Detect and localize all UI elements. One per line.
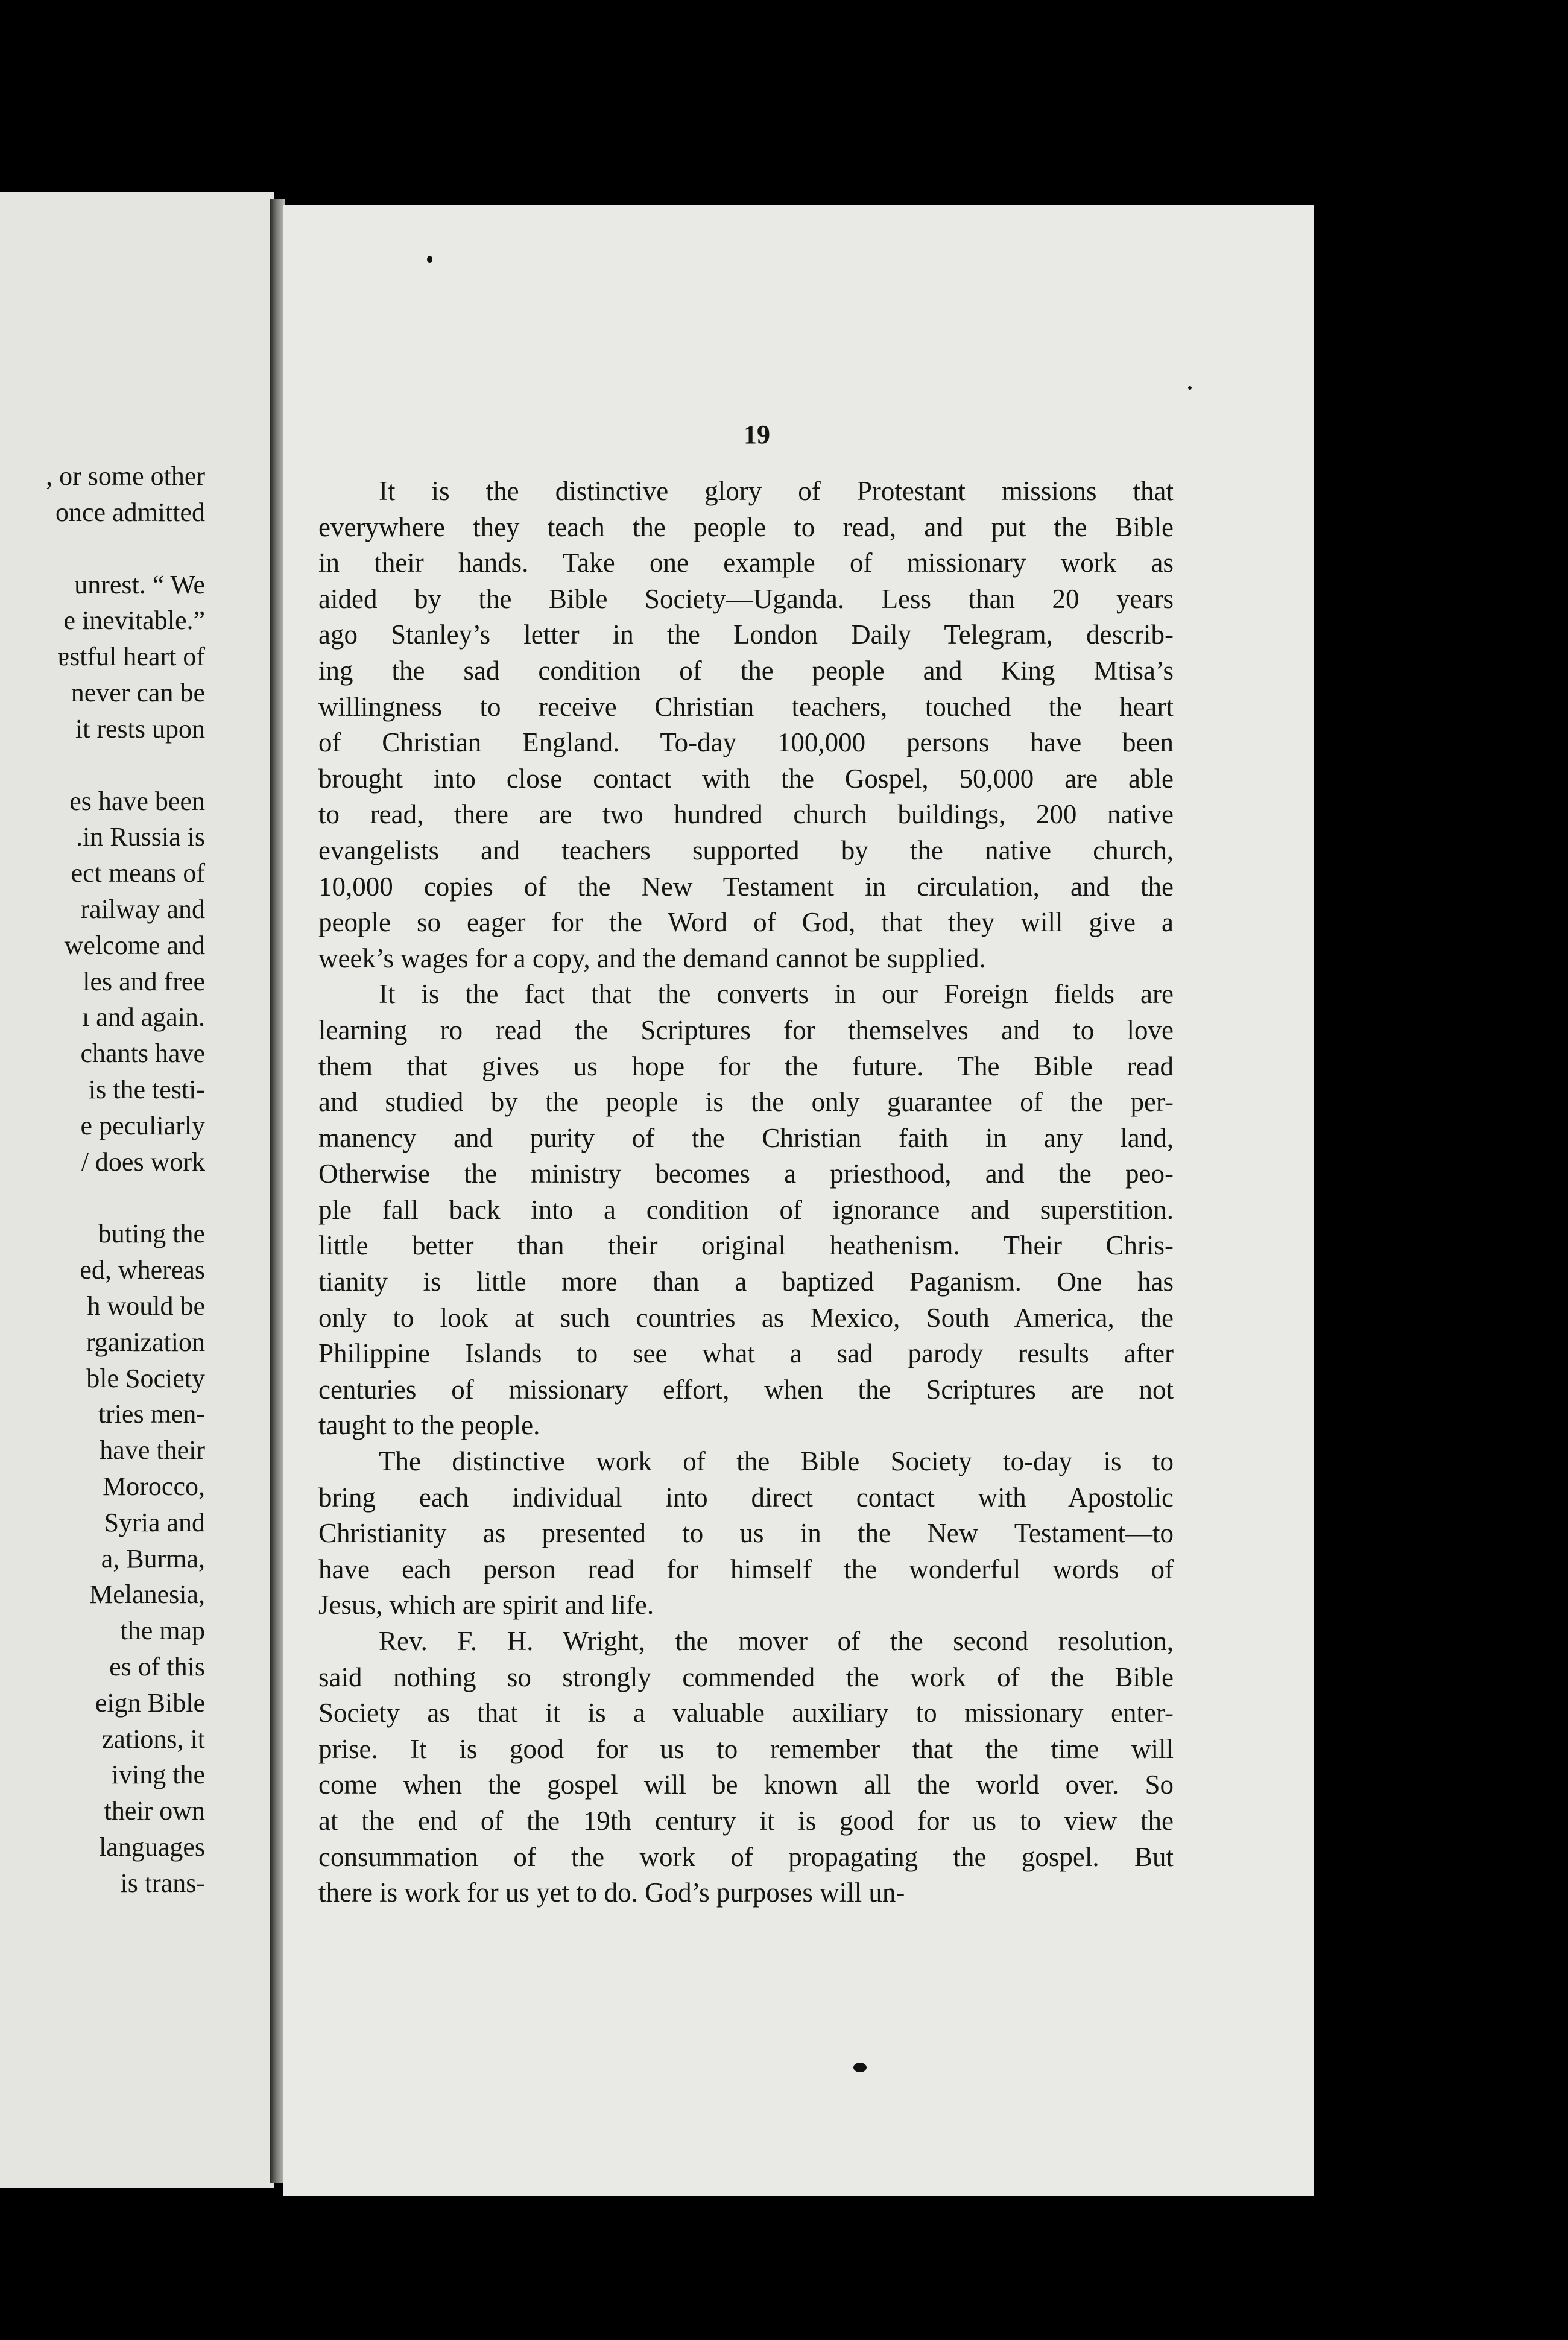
previous-page-line: / does work <box>81 1146 205 1177</box>
previous-page-line: les and free <box>83 966 205 996</box>
page-gutter <box>270 199 285 2183</box>
previous-page-line: ble Society <box>86 1363 205 1393</box>
text-line: The distinctive work of the Bible Society to-day is to <box>379 1446 1174 1477</box>
text-line: aided by the Bible Society—Uganda. Less than 20 years <box>318 583 1174 614</box>
previous-page-line: Syria and <box>104 1507 205 1537</box>
text-line: learning ro read the Scriptures for themselves and to love <box>318 1014 1174 1045</box>
previous-page <box>0 192 274 2188</box>
text-line: Philippine Islands to see what a sad parody results after <box>318 1338 1174 1369</box>
previous-page-line: languages <box>99 1832 205 1862</box>
previous-page-line: welcome and <box>64 930 205 960</box>
paragraph <box>318 1444 1174 1624</box>
text-line: manency and purity of the Christian faith in any land, <box>318 1122 1174 1153</box>
previous-page-line: ed, whereas <box>80 1255 205 1285</box>
text-line: It is the fact that the converts in our Foreign fields are <box>379 979 1174 1010</box>
previous-page-line: ɐstful heart of <box>57 642 205 672</box>
previous-page-line: their own <box>104 1796 205 1826</box>
text-line: centuries of missionary effort, when the Scriptures are not <box>318 1374 1174 1405</box>
text-line: have each person read for himself the wonderful words of <box>318 1554 1174 1584</box>
previous-page-line: a, Burma, <box>101 1543 205 1573</box>
previous-page-line: tries men- <box>98 1399 205 1429</box>
text-line: little better than their original heathenism. Their Chris- <box>318 1230 1174 1261</box>
previous-page-line: rganization <box>86 1327 205 1357</box>
text-line: Rev. F. H. Wright, the mover of the second resolution, <box>379 1626 1174 1656</box>
previous-page-line: .in Russia is <box>76 822 205 852</box>
dust-speck <box>1188 386 1192 390</box>
text-line: ago Stanley’s letter in the London Daily Telegram, describ- <box>318 619 1174 650</box>
text-line: in their hands. Take one example of missionary work as <box>318 548 1174 578</box>
paragraph-gap <box>0 747 205 783</box>
previous-page-line: unrest. “ We <box>74 569 205 599</box>
text-line: tianity is little more than a baptized Paganism. One has <box>318 1266 1174 1297</box>
text-line: 10,000 copies of the New Testament in circulation, and the <box>318 871 1174 902</box>
previous-page-line: ect means of <box>71 858 205 888</box>
previous-page-line: the map <box>120 1616 205 1646</box>
previous-page-line: e inevitable.” <box>63 606 205 636</box>
dust-speck <box>853 2063 867 2072</box>
previous-page-line: once admitted <box>55 497 205 527</box>
previous-page-line: railway and <box>80 894 205 924</box>
previous-page-line: never can be <box>71 677 205 707</box>
page-body-text <box>318 473 1174 1911</box>
text-line: prise. It is good for us to remember that the time will <box>318 1733 1174 1764</box>
text-line: consummation of the work of propagating the gospel. But <box>318 1841 1174 1872</box>
previous-page-line: Melanesia, <box>89 1580 205 1610</box>
text-line: everywhere they teach the people to read, and put the Bible <box>318 511 1174 542</box>
previous-page-line: e peculiarly <box>80 1110 205 1140</box>
text-line: them that gives us hope for the future. The Bible read <box>318 1051 1174 1081</box>
previous-page-line: ı and again. <box>81 1002 205 1032</box>
page-number: 19 <box>744 420 770 449</box>
previous-page-line: iving the <box>111 1760 205 1790</box>
text-line: Society as that it is a valuable auxiliary to missionary enter- <box>318 1698 1174 1728</box>
text-line: It is the distinctive glory of Protestant missions that <box>379 476 1174 506</box>
previous-page-line: is trans- <box>120 1868 205 1898</box>
text-line: ing the sad condition of the people and King Mtisa’s <box>318 655 1174 686</box>
previous-page-line: , or some other <box>46 461 205 491</box>
paragraph <box>318 976 1174 1444</box>
text-line: at the end of the 19th century it is good for us to view the <box>318 1805 1174 1836</box>
previous-page-text-column <box>0 458 205 1901</box>
previous-page-line: have their <box>100 1435 205 1466</box>
previous-page-line: es have been <box>69 786 205 816</box>
previous-page-line: it rests upon <box>75 713 205 744</box>
previous-page-line: buting the <box>98 1219 205 1249</box>
text-line: said nothing so strongly commended the work of the Bible <box>318 1662 1174 1692</box>
text-line: Jesus, which are spirit and life. <box>318 1590 654 1621</box>
text-line: people so eager for the Word of God, that they will give a <box>318 907 1174 938</box>
text-line: taught to the people. <box>318 1410 540 1441</box>
previous-page-line: h would be <box>87 1291 205 1321</box>
current-page <box>283 205 1314 2196</box>
text-line: willingness to receive Christian teachers, touched the heart <box>318 691 1174 722</box>
dust-speck <box>427 256 432 263</box>
text-line: of Christian England. To-day 100,000 persons have been <box>318 727 1174 758</box>
text-line: bring each individual into direct contact with Apostolic <box>318 1482 1174 1513</box>
text-line: come when the gospel will be known all the world over. So <box>318 1769 1174 1800</box>
paragraph <box>318 473 1174 976</box>
paragraph-gap <box>0 531 205 567</box>
text-line: Christianity as presented to us in the New Testament—to <box>318 1518 1174 1549</box>
previous-page-line: chants have <box>80 1039 205 1069</box>
paragraph <box>318 1624 1174 1911</box>
text-line: to read, there are two hundred church buildings, 200 native <box>318 799 1174 830</box>
previous-page-line: eign Bible <box>95 1687 205 1718</box>
previous-page-line: Morocco, <box>103 1471 205 1501</box>
previous-page-line: zations, it <box>101 1724 205 1754</box>
text-line: evangelists and teachers supported by the native church, <box>318 835 1174 865</box>
text-line: and studied by the people is the only guarantee of the per- <box>318 1087 1174 1118</box>
previous-page-line: es of this <box>109 1651 205 1681</box>
text-line: only to look at such countries as Mexico, South America, the <box>318 1302 1174 1333</box>
previous-page-line: is the testi- <box>88 1074 205 1104</box>
text-line: week’s wages for a copy, and the demand cannot be supplied. <box>318 943 986 973</box>
text-line: brought into close contact with the Gospel, 50,000 are able <box>318 763 1174 794</box>
text-line: ple fall back into a condition of ignorance and superstition. <box>318 1194 1174 1225</box>
text-line: there is work for us yet to do. God’s purposes will un- <box>318 1877 905 1908</box>
paragraph-gap <box>0 1180 205 1216</box>
text-line: Otherwise the ministry becomes a priesthood, and the peo- <box>318 1159 1174 1189</box>
